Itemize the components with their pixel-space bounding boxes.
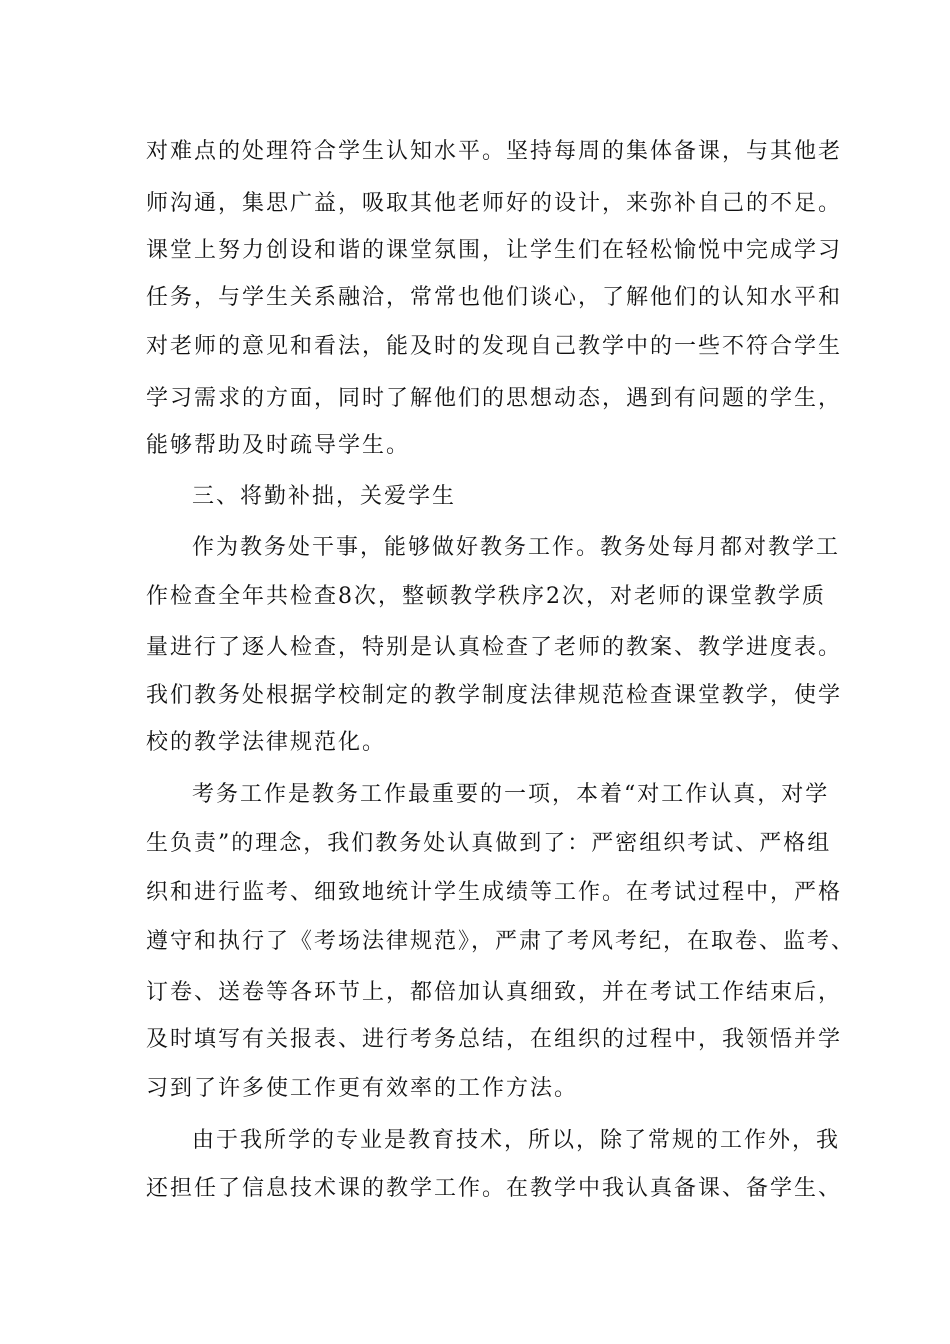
text-line: 织和进行监考、细致地统计学生成绩等工作。在考试过程中，严格 <box>146 880 843 905</box>
text-line: 学习需求的方面，同时了解他们的思想动态，遇到有问题的学生， <box>146 386 843 411</box>
text-line: 作检查全年共检查8次，整顿教学秩序2次，对老师的课堂教学质 <box>146 584 826 609</box>
section-heading: 三、将勤补拙，关爱学生 <box>192 484 457 509</box>
paragraph-first-line: 作为教务处干事，能够做好教务工作。教务处每月都对教学工 <box>192 535 841 560</box>
text-line: 校的教学法律规范化。 <box>146 730 387 755</box>
paragraph-first-line: 考务工作是教务工作最重要的一项，本着“对工作认真，对学 <box>192 782 830 807</box>
text-line: 课堂上努力创设和谐的课堂氛围，让学生们在轻松愉悦中完成学习 <box>146 238 843 263</box>
text-line: 习到了许多使工作更有效率的工作方法。 <box>146 1076 579 1101</box>
text-line: 我们教务处根据学校制定的教学制度法律规范检查课堂教学，使学 <box>146 683 843 708</box>
text-line: 对老师的意见和看法，能及时的发现自己教学中的一些不符合学生 <box>146 334 843 359</box>
text-line: 遵守和执行了《考场法律规范》，严肃了考风考纪，在取卷、监考、 <box>146 929 856 954</box>
text-line: 量进行了逐人检查，特别是认真检查了老师的教案、教学进度表。 <box>146 635 843 660</box>
paragraph-first-line: 由于我所学的专业是教育技术，所以，除了常规的工作外，我 <box>192 1128 841 1153</box>
text-line: 任务，与学生关系融洽，常常也他们谈心，了解他们的认知水平和 <box>146 285 843 310</box>
text-line: 及时填写有关报表、进行考务总结，在组织的过程中，我领悟并学 <box>146 1027 843 1052</box>
text-line: 师沟通，集思广益，吸取其他老师好的设计，来弥补自己的不足。 <box>146 191 843 216</box>
text-line: 还担任了信息技术课的教学工作。在教学中我认真备课、备学生、 <box>146 1176 843 1201</box>
text-line: 能够帮助及时疏导学生。 <box>146 433 411 458</box>
text-line: 生负责”的理念，我们教务处认真做到了：严密组织考试、严格组 <box>146 831 832 856</box>
text-line: 订卷、送卷等各环节上，都倍加认真细致，并在考试工作结束后， <box>146 980 843 1005</box>
text-line: 对难点的处理符合学生认知水平。坚持每周的集体备课，与其他老 <box>146 139 843 164</box>
